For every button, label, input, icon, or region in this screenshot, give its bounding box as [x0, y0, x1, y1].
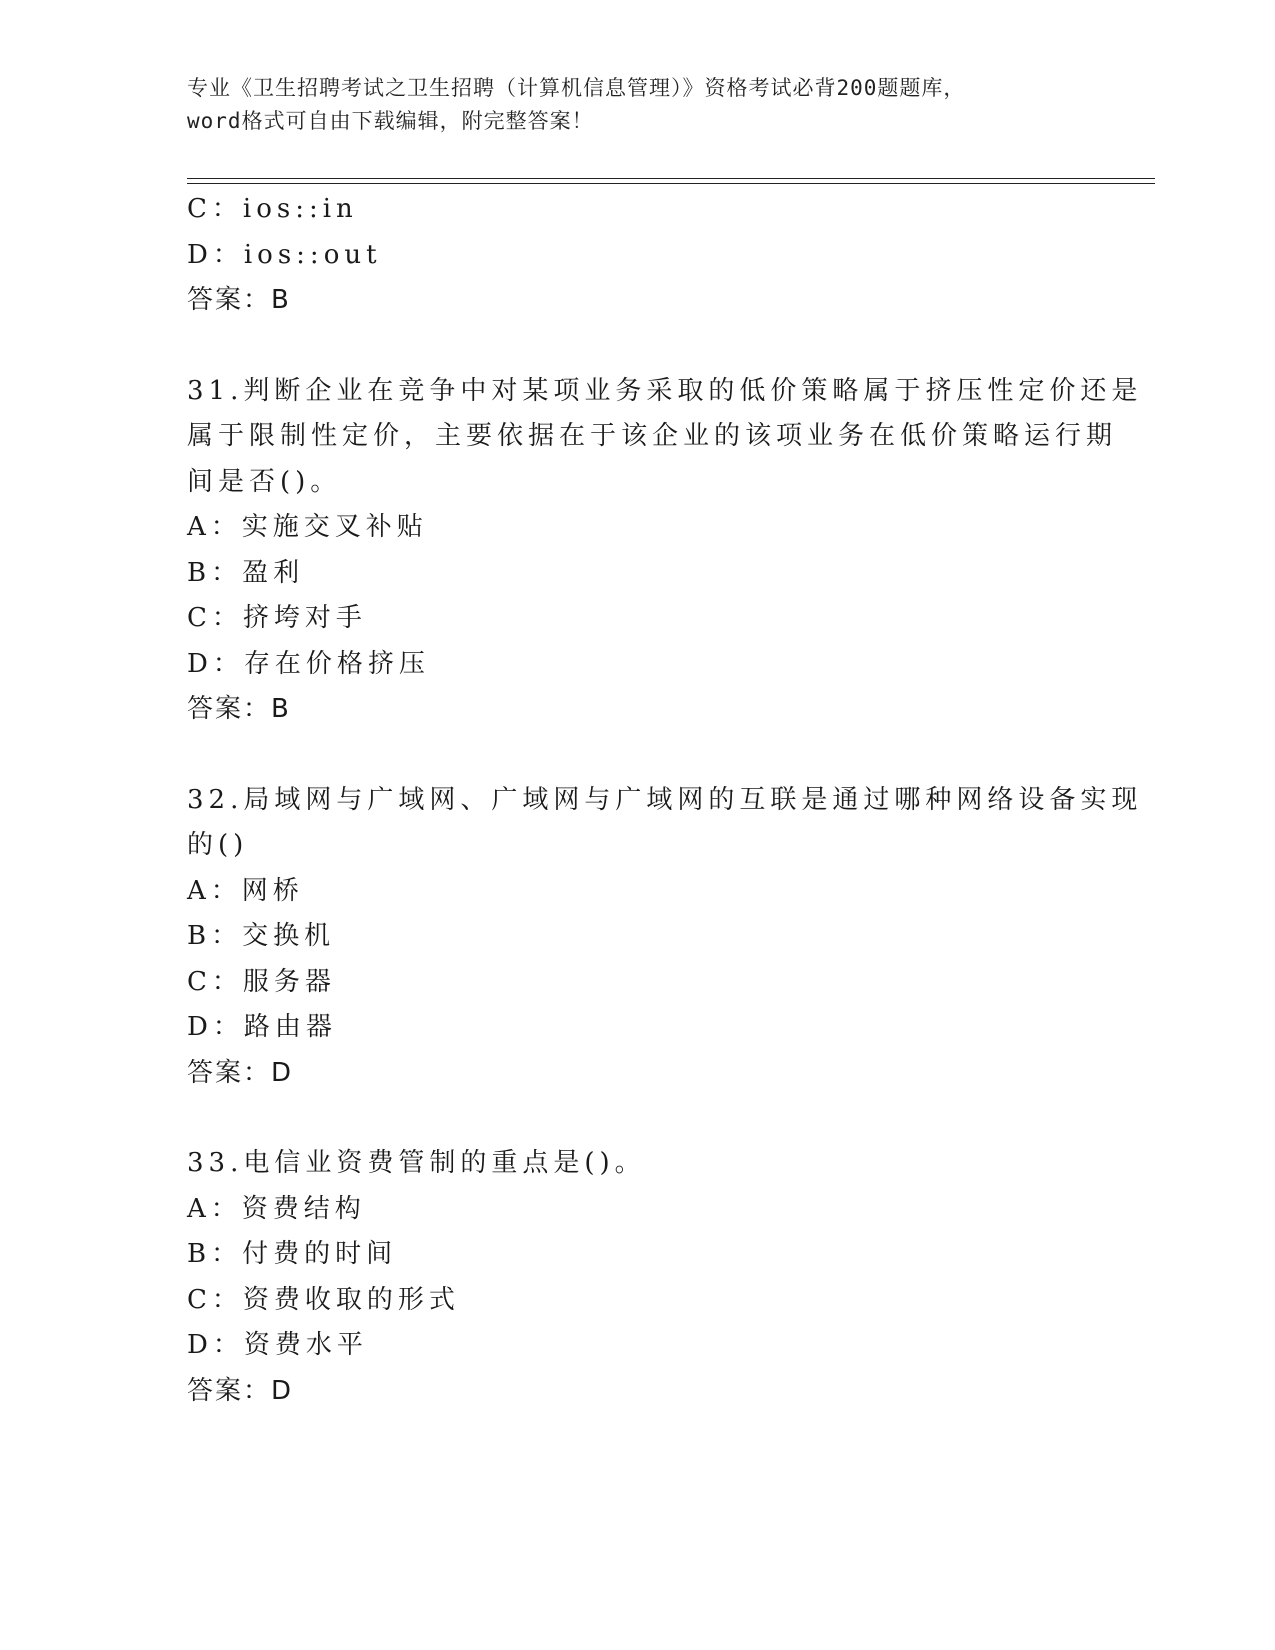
option-b: B：盈利 [187, 557, 305, 588]
question-31 [187, 369, 1143, 733]
option-a: A：资费结构 [187, 1193, 366, 1224]
option-c: C：服务器 [187, 966, 336, 997]
answer-line: 答案：D [187, 1375, 294, 1406]
option-label: C： [187, 194, 243, 224]
option-c: C：资费收取的形式 [187, 1284, 460, 1315]
option-c [187, 187, 1087, 233]
question-stem-line: 31.判断企业在竞争中对某项业务采取的低价策略属于挤压性定价还是 [187, 375, 1143, 406]
document-header [187, 72, 1087, 138]
option-d: D：存在价格挤压 [187, 648, 430, 679]
option-label: D： [187, 239, 244, 270]
option-d [187, 233, 1087, 279]
header-divider-bottom [187, 183, 1155, 184]
answer-line: 答案：D [187, 1057, 294, 1088]
question-stem-line: 的() [187, 830, 249, 860]
question-30-tail [187, 187, 1087, 324]
option-text: ios::in [242, 194, 358, 224]
question-list [187, 187, 1143, 1414]
header-divider-top [187, 178, 1155, 179]
question-stem-line: 33.电信业资费管制的重点是()。 [187, 1148, 646, 1178]
option-b: B：交换机 [187, 921, 336, 951]
spacer [187, 1096, 1087, 1141]
header-title-line-1: 专业《卫生招聘考试之卫生招聘（计算机信息管理）》资格考试必背200题题库， [187, 76, 966, 100]
option-a: A：网桥 [187, 875, 304, 906]
question-32 [187, 778, 1143, 1097]
option-d: D：资费水平 [187, 1330, 368, 1360]
question-stem-line: 属于限制性定价，主要依据在于该企业的该项业务在低价策略运行期 [187, 421, 1118, 451]
spacer [187, 733, 1087, 778]
question-stem-line: 间是否()。 [187, 466, 342, 497]
option-text: ios::out [243, 239, 382, 270]
question-33 [187, 1141, 1087, 1414]
answer-line: 答案：B [187, 285, 291, 315]
option-b: B：付费的时间 [187, 1239, 398, 1269]
option-d: D：路由器 [187, 1012, 337, 1042]
header-title-line-2: word格式可自由下载编辑，附完整答案！ [187, 109, 594, 133]
question-stem-line: 32.局域网与广域网、广域网与广域网的互联是通过哪种网络设备实现 [187, 784, 1143, 815]
option-a: A：实施交叉补贴 [187, 512, 428, 542]
spacer [187, 324, 1087, 369]
option-c: C：挤垮对手 [187, 603, 367, 633]
answer-line: 答案：B [187, 694, 291, 724]
